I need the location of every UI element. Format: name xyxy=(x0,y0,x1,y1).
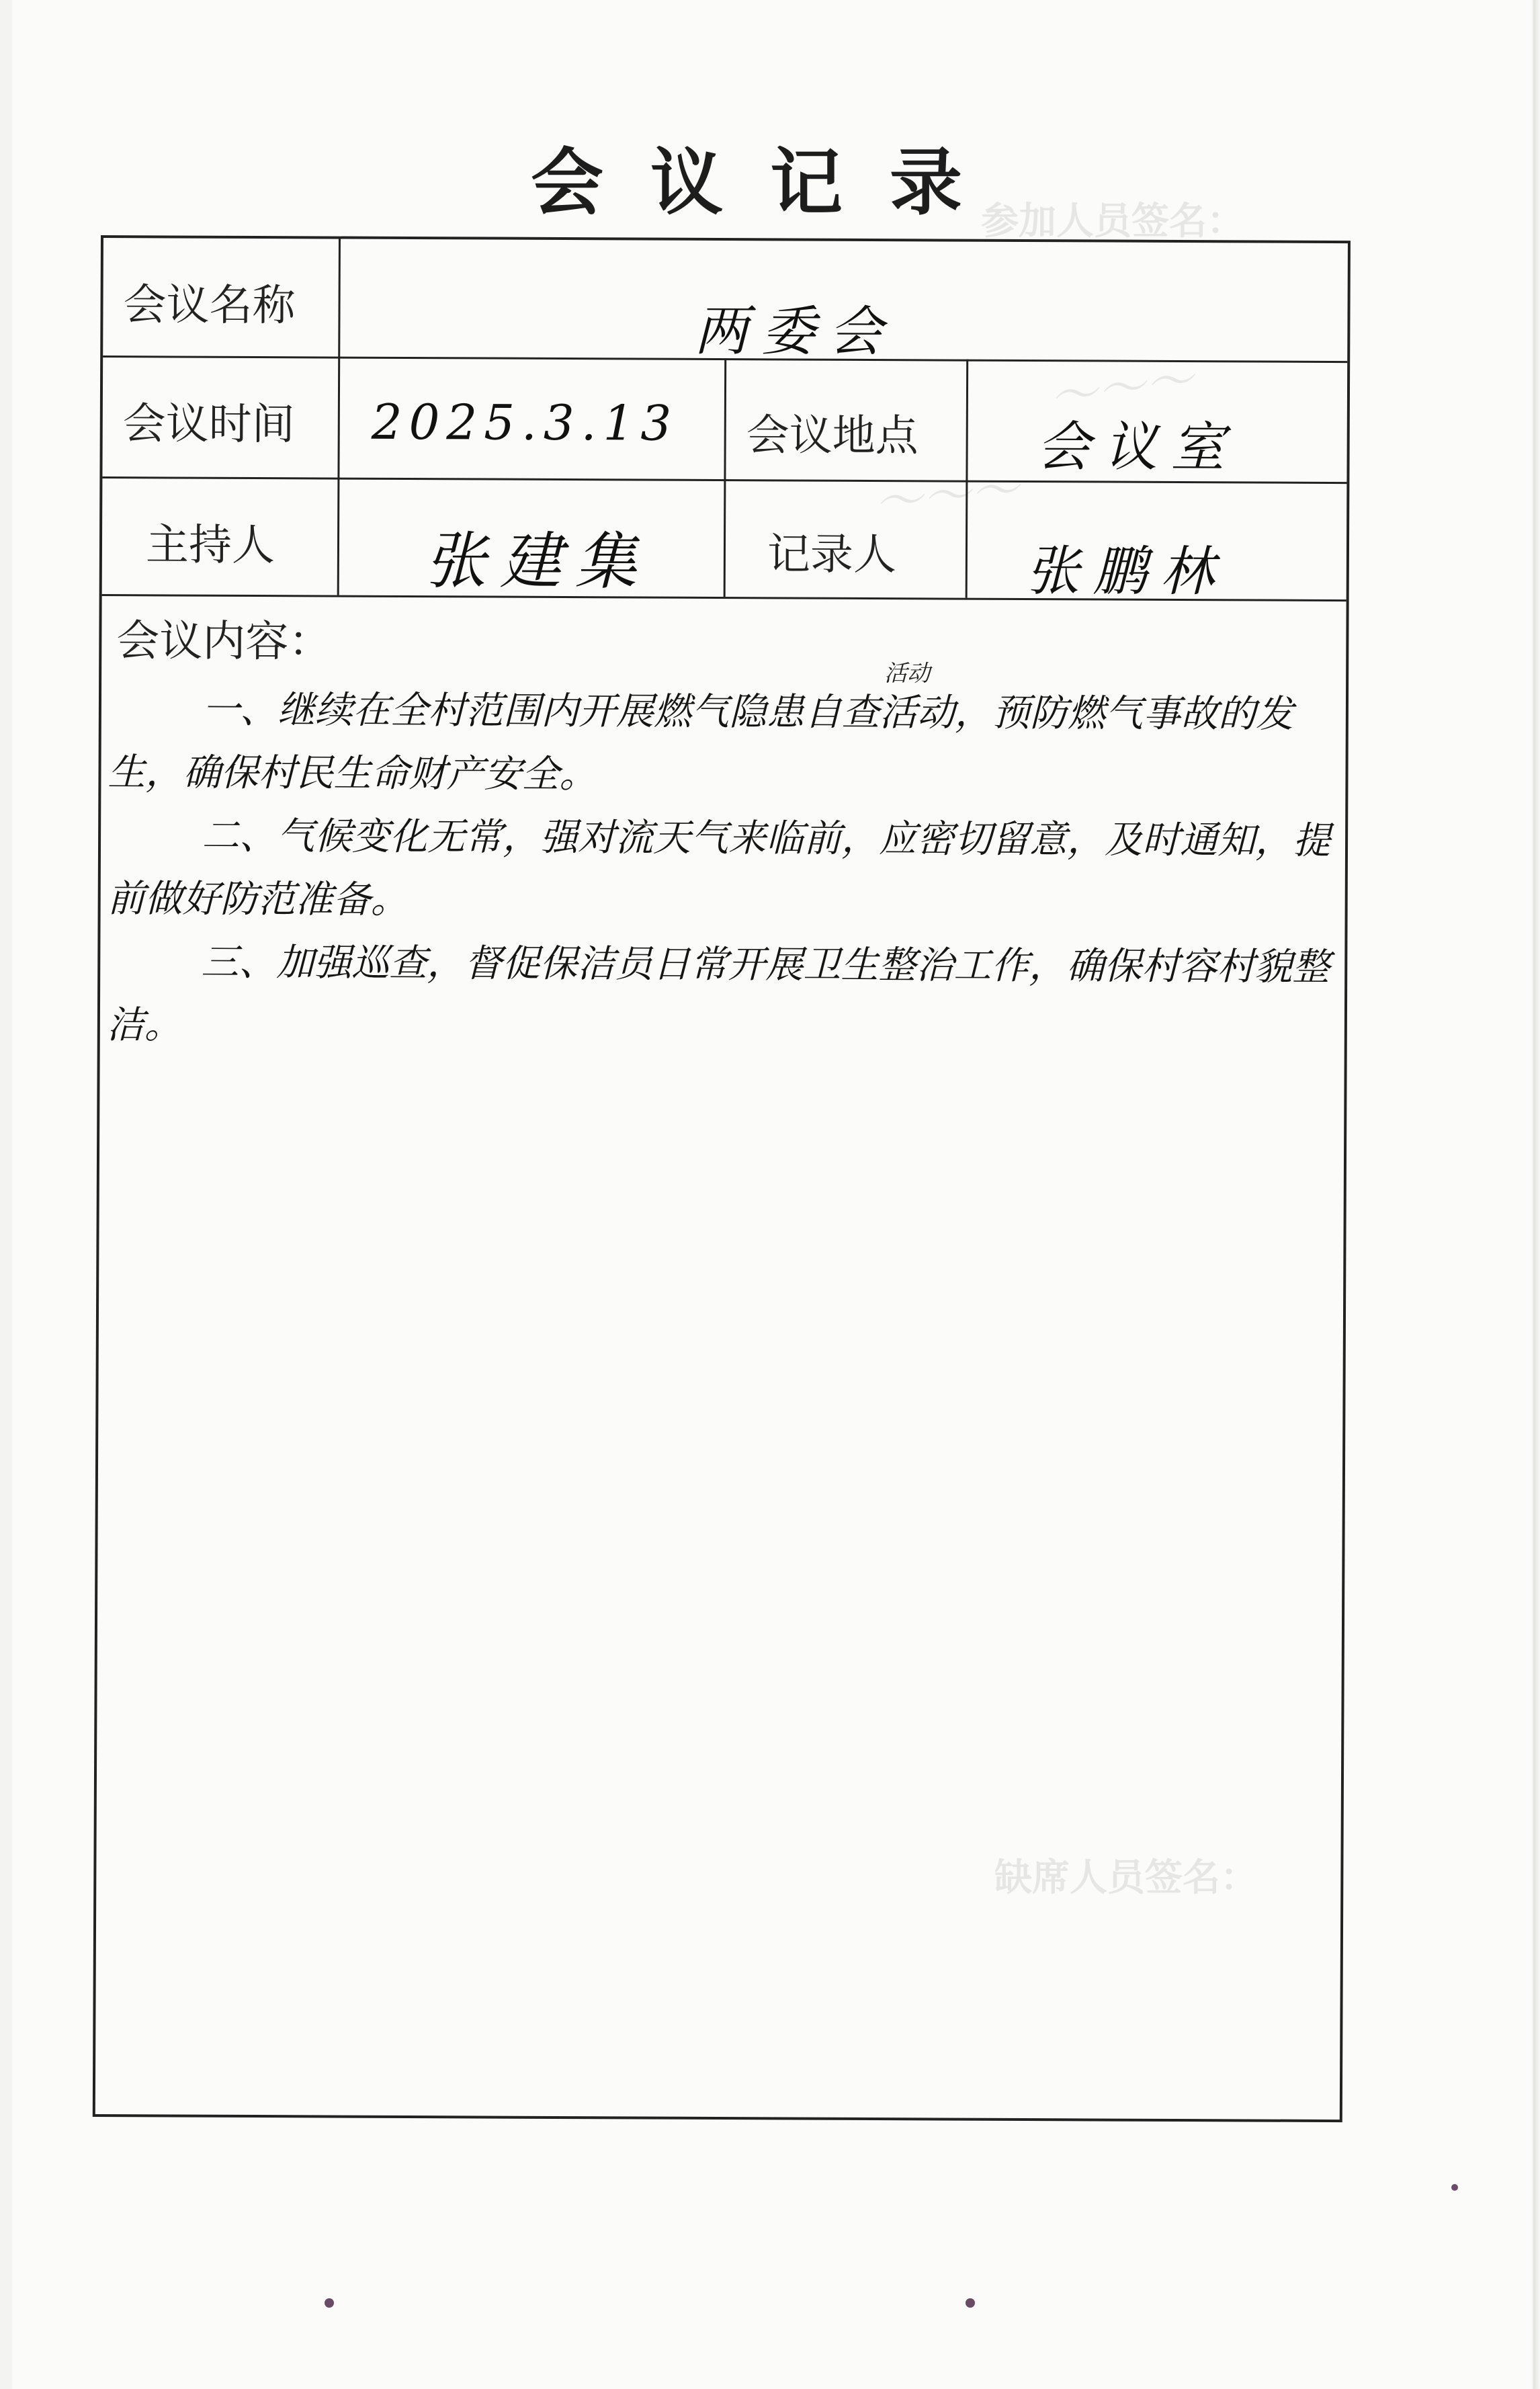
content-label: 会议内容： xyxy=(116,616,332,667)
recorder-value: 张鹏林 xyxy=(1025,540,1228,603)
column-rule xyxy=(724,358,727,597)
meeting-time-label: 会议时间 xyxy=(122,399,295,450)
bleed-through-absent-header: 缺席人员签名： xyxy=(994,1856,1258,1900)
recorder-label: 记录人 xyxy=(767,530,897,581)
content-paragraph-2: 二、气候变化无常，强对流天气来临前，应密切留意，及时通知，提前做好防范准备。 xyxy=(107,814,1331,923)
bleed-through-attendees-header: 参加人员签名： xyxy=(981,200,1244,243)
meeting-time-value: 2025.3.13 xyxy=(371,393,679,452)
meeting-location-label: 会议地点 xyxy=(746,411,918,462)
paper-edge xyxy=(1533,0,1540,2389)
bleed-through-signature: ～～～ xyxy=(871,460,1022,532)
meeting-name-label: 会议名称 xyxy=(123,280,296,331)
host-label: 主持人 xyxy=(145,520,275,571)
ink-mark xyxy=(1451,2184,1458,2191)
host-value: 张建集 xyxy=(424,525,651,598)
content-paragraph-1: 一、继续在全村范围内开展燃气隐患自查活动，预防燃气事故的发生，确保村民生命财产安全。 xyxy=(108,687,1294,797)
meeting-name-value: 两委会 xyxy=(694,299,896,364)
content-paragraph-3: 三、加强巡查，督促保洁员日常开展卫生整治工作，确保村容村貌整洁。 xyxy=(106,940,1330,1048)
insertion-note: 活动 xyxy=(884,660,931,687)
column-rule xyxy=(337,239,341,595)
bleed-through-signature: ～～～ xyxy=(1045,350,1197,427)
ink-mark xyxy=(325,2298,334,2308)
meeting-record-form xyxy=(93,235,1351,2122)
column-rule xyxy=(966,360,969,598)
meeting-location-value: 会议室 xyxy=(1036,415,1238,479)
page-title: 会议记录 xyxy=(530,140,1009,225)
ink-mark xyxy=(966,2298,975,2308)
